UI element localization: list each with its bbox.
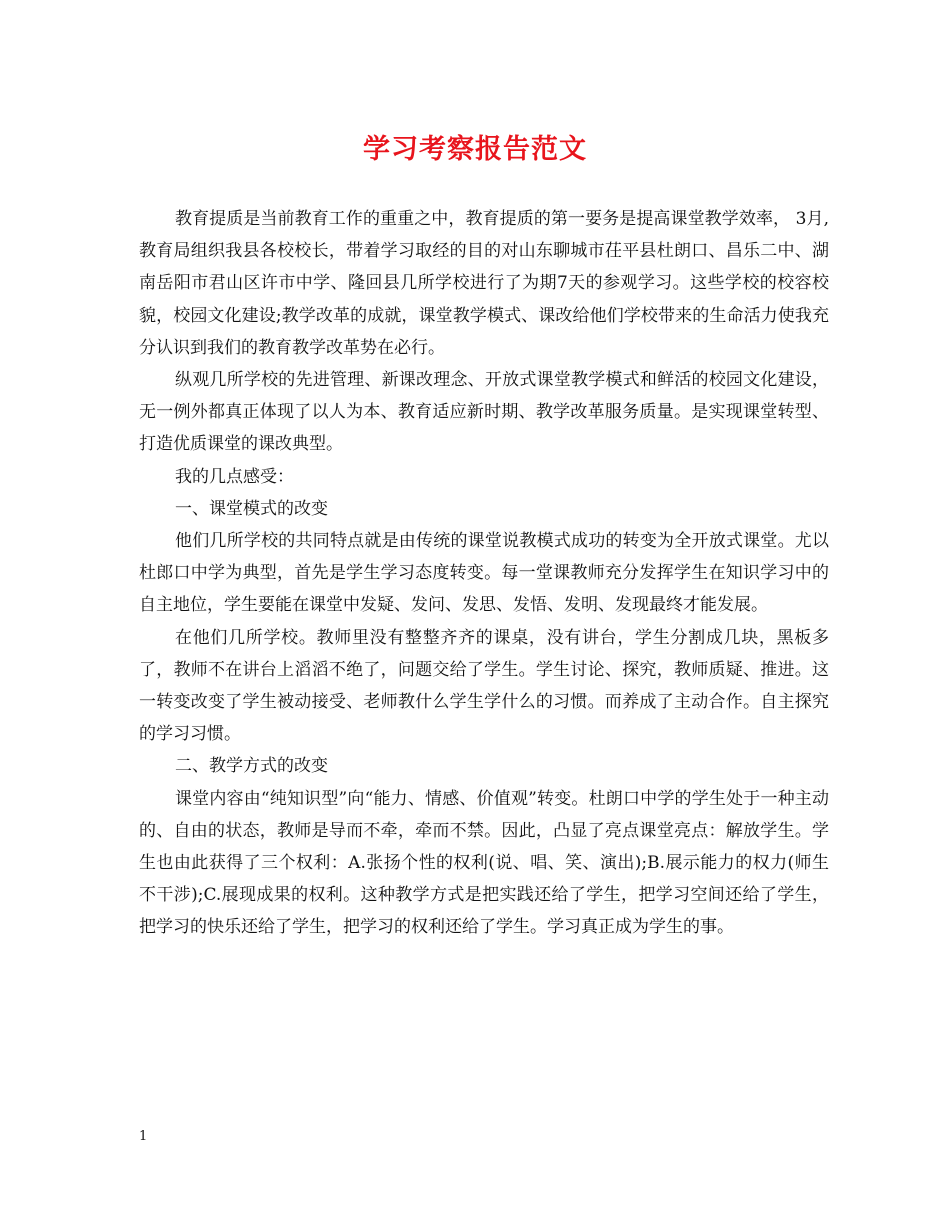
page-number: 1 <box>139 1129 148 1144</box>
document-body <box>139 203 829 944</box>
paragraph-impressions-heading: 我的几点感受： <box>175 466 294 487</box>
paragraph-teaching-method: 课堂内容由“纯知识型”向“能力、情感、价值观”转变。杜朗口中学的学生处于一种主动的、自由的状态，教师是导而不牵，牵而不禁。因此，凸显了亮点课堂亮点：解放学生。学生也由此获得了三个权利：A.张扬个性的权利(说、唱、笑、演出);B.展示能力的权力(师生不干涉);C.展现成果的权利。这种教学方式是把实践还给了学生，把学习空间还给了学生，把学习的快乐还给了学生，把学习的权利还给了学生。学习真正成为学生的事。 <box>139 788 829 938</box>
paragraph-classroom-layout: 在他们几所学校。教师里没有整整齐齐的课桌，没有讲台，学生分割成几块，黑板多了，教师不在讲台上滔滔不绝了，问题交给了学生。学生讨论、探究，教师质疑、推进。这一转变改变了学生被动接受、老师教什么学生学什么的习惯。而养成了主动合作。自主探究的学习习惯。 <box>139 627 829 745</box>
document-title: 学习考察报告范文 <box>363 134 587 165</box>
paragraph-intro: 教育提质是当前教育工作的重重之中，教育提质的第一要务是提高课堂教学效率， 3月,教育局组织我县各校校长，带着学习取经的目的对山东聊城市茌平县杜朗口、昌乐二中、湖南岳阳市君山区许市中学、隆回县几所学校进行了为期7天的参观学习。这些学校的校容校貌，校园文化建设;教学改革的成就，课堂教学模式、课改给他们学校带来的生命活力使我充分认识到我们的教育教学改革势在必行。 <box>139 209 829 358</box>
section-heading-classroom-model: 一、课堂模式的改变 <box>175 498 328 519</box>
paragraph-classroom-model: 他们几所学校的共同特点就是由传统的课堂说教模式成功的转变为全开放式课堂。尤以杜郎口中学为典型，首先是学生学习态度转变。每一堂课教师充分发挥学生在知识学习中的自主地位，学生要能在课堂中发疑、发问、发思、发悟、发明、发现最终才能发展。 <box>139 531 829 616</box>
paragraph-overview: 纵观几所学校的先进管理、新课改理念、开放式课堂教学模式和鲜活的校园文化建设，无一例外都真正体现了以人为本、教育适应新时期、教学改革服务质量。是实现课堂转型、打造优质课堂的课改典型。 <box>139 370 829 455</box>
section-heading-teaching-method: 二、教学方式的改变 <box>175 756 328 777</box>
